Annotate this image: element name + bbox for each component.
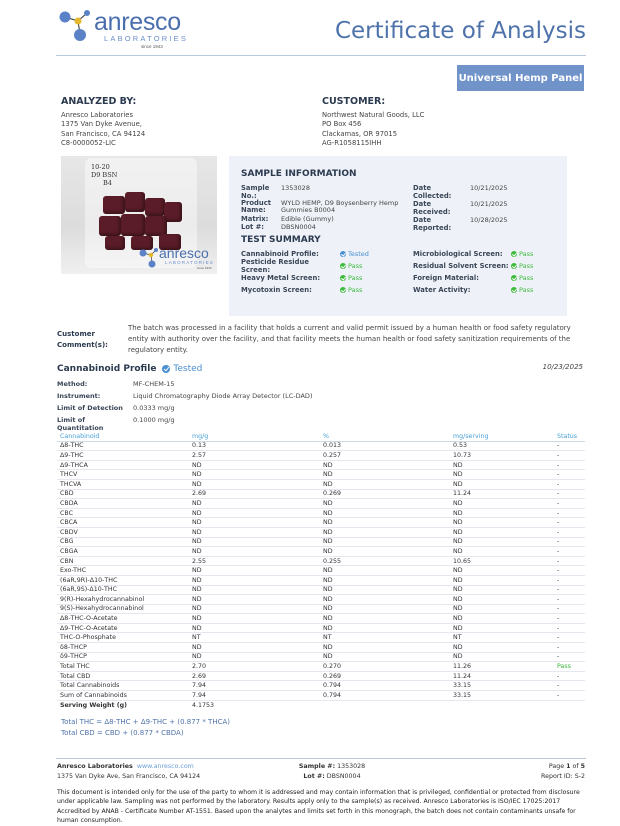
cannabinoid-name: Δ8-THC — [60, 442, 84, 450]
cannabinoid-name: THCV — [60, 471, 78, 479]
logo-since: since 1943 — [141, 44, 163, 49]
mg-per-g: ND — [192, 519, 202, 527]
mg-per-g: 2.55 — [192, 557, 207, 565]
sample-photo — [61, 156, 217, 274]
mg-per-serving: 11.26 — [453, 663, 472, 671]
logo-subtitle: LABORATORIES — [104, 34, 189, 43]
mg-per-g: ND — [192, 605, 202, 613]
mg-per-g: ND — [192, 615, 202, 623]
check-circle-icon — [511, 287, 517, 293]
status: - — [557, 547, 560, 555]
check-circle-icon — [340, 287, 346, 293]
test-row-pesticide: Pesticide Residue Screen: Pass — [241, 258, 363, 274]
profile-date: 10/23/2025 — [542, 363, 583, 371]
disclaimer-text: This document is intended only for the use of the party to whom it is addressed and may contain information that is privileged, confidential or protected from disclosure under applicable law. Sampling was not performed by the laboratory. Results apply only to the sample(s) as received. Anresco Laboratories is ISO/IEC 17025:2017 Accredited by ANAB - Certificate Number AT-1551. Based upon the analytes and limits set forth in this monograph, the batch does not contain contaminants unsafe for human consumption. — [57, 789, 580, 824]
section-title: Cannabinoid Profile — [57, 364, 157, 374]
cannabinoid-name: Δ8-THC-O-Acetate — [60, 615, 118, 623]
mg-per-serving: ND — [453, 480, 463, 488]
address-line: Clackamas, OR 97015 — [322, 129, 398, 138]
status: - — [557, 682, 560, 690]
table-row — [57, 576, 585, 586]
license-number: C8-0000052-LIC — [61, 138, 116, 147]
cannabinoid-name: (6aR,9R)-Δ10-THC — [60, 576, 118, 584]
status: - — [557, 538, 560, 546]
status: Pass — [557, 663, 571, 671]
gummy — [103, 196, 125, 214]
cannabinoid-name: CBD — [60, 490, 74, 498]
customer-section — [322, 96, 424, 148]
logo-wordmark: anresco — [94, 8, 181, 36]
table-row — [57, 691, 585, 701]
percent: NT — [323, 634, 332, 642]
mg-per-serving: 11.24 — [453, 490, 472, 498]
test-row-water-activity: Water Activity: Pass — [413, 286, 534, 294]
table-row — [57, 442, 585, 452]
mg-per-g: ND — [192, 624, 202, 632]
check-circle-icon — [162, 365, 170, 373]
cannabinoid-name: Δ9-THCA — [60, 461, 88, 469]
mg-per-serving: 0.53 — [453, 442, 468, 450]
mg-per-g: 2.57 — [192, 451, 207, 459]
col-status: Status — [557, 432, 578, 440]
cannabinoid-name: δ8-THCP — [60, 643, 87, 651]
test-row-mycotoxin: Mycotoxin Screen: Pass — [241, 286, 363, 294]
molecule-logo-icon — [58, 8, 98, 48]
percent: 0.269 — [323, 490, 342, 498]
mg-per-serving: NT — [453, 634, 462, 642]
mg-per-serving: ND — [453, 509, 463, 517]
mg-per-g: ND — [192, 480, 202, 488]
cannabinoid-name: CBN — [60, 557, 74, 565]
mg-per-g: ND — [192, 595, 202, 603]
status: - — [557, 576, 560, 584]
status: - — [557, 480, 560, 488]
sample-number: 1353028 — [281, 184, 310, 192]
mg-per-serving: ND — [453, 576, 463, 584]
table-row — [57, 461, 585, 471]
gummy — [145, 216, 167, 236]
check-circle-icon — [340, 263, 346, 269]
table-row — [57, 605, 585, 615]
mg-per-serving: ND — [453, 519, 463, 527]
mg-per-serving: ND — [453, 461, 463, 469]
page-title: Certificate of Analysis — [334, 18, 586, 44]
sample-info-left: Sample No.: 1353028 Product Name: WYLD HEMP, D9 Boysenberry Hemp Gummies B0004 Matrix: Edible (Gummy) Lot #: DBSN0004 — [241, 184, 399, 231]
table-row — [57, 624, 585, 634]
table-header — [57, 432, 585, 442]
gummy — [125, 192, 145, 212]
table-row — [57, 451, 585, 461]
check-circle-icon — [511, 263, 517, 269]
mg-per-g: 2.69 — [192, 672, 207, 680]
mg-per-g: 2.70 — [192, 663, 207, 671]
percent: 0.257 — [323, 451, 342, 459]
status: - — [557, 442, 560, 450]
mg-per-g: ND — [192, 653, 202, 661]
percent: ND — [323, 615, 333, 623]
percent: ND — [323, 653, 333, 661]
percent: ND — [323, 547, 333, 555]
footer-lot: Lot #: DBSN0004 — [303, 773, 361, 780]
table-row — [57, 490, 585, 500]
percent: ND — [323, 480, 333, 488]
status: - — [557, 691, 560, 699]
product-name: WYLD HEMP, D9 Boysenberry Hemp Gummies B0004 — [281, 199, 399, 215]
lod-row: Limit of Detection 0.0333 mg/g — [57, 404, 175, 412]
cannabinoid-name: Δ9-THC-O-Acetate — [60, 624, 118, 632]
gummy — [105, 236, 125, 250]
mg-per-g: NT — [192, 634, 201, 642]
status: - — [557, 557, 560, 565]
table-row — [57, 672, 585, 682]
test-summary-heading: TEST SUMMARY — [241, 235, 321, 245]
test-summary-right — [413, 248, 533, 296]
cannabinoid-name: Total THC — [60, 663, 90, 671]
table-row — [57, 470, 585, 480]
status: - — [557, 451, 560, 459]
cannabinoid-name: THC-O-Phosphate — [60, 634, 116, 642]
mg-per-serving: ND — [453, 499, 463, 507]
test-row-heavy-metal: Heavy Metal Screen: Pass — [241, 274, 363, 282]
loq-row: Limit of Quantitation 0.1000 mg/g — [57, 416, 175, 432]
mg-per-g: ND — [192, 499, 202, 507]
status: - — [557, 595, 560, 603]
test-row-microbiological: Microbiological Screen: Pass — [413, 250, 534, 258]
percent: ND — [323, 499, 333, 507]
col-percent: % — [323, 432, 329, 440]
analyzed-by-section — [61, 96, 145, 148]
cannabinoid-name: CBCA — [60, 519, 78, 527]
table-row — [57, 538, 585, 548]
table-row — [57, 595, 585, 605]
table-row — [57, 528, 585, 538]
website-link[interactable]: www.anresco.com — [136, 763, 194, 770]
mg-per-g: ND — [192, 461, 202, 469]
status: - — [557, 643, 560, 651]
check-circle-icon — [511, 275, 517, 281]
percent: 0.269 — [323, 672, 342, 680]
mg-per-g: 7.94 — [192, 691, 207, 699]
status: - — [557, 605, 560, 613]
mg-per-g: 7.94 — [192, 682, 207, 690]
cannabinoid-name: Total CBD — [60, 672, 91, 680]
date-received: 10/21/2025 — [470, 200, 508, 208]
address-line: PO Box 456 — [322, 120, 362, 129]
mg-per-g: 2.69 — [192, 490, 207, 498]
status: - — [557, 509, 560, 517]
check-circle-icon — [511, 251, 517, 257]
table-row — [57, 566, 585, 576]
percent: 0.255 — [323, 557, 342, 565]
mg-per-serving: ND — [453, 547, 463, 555]
table-row — [57, 518, 585, 528]
status: - — [557, 624, 560, 632]
header-divider — [56, 55, 586, 56]
serving-weight-row: Serving Weight (g) 4.1753 — [60, 701, 215, 709]
status: - — [557, 528, 560, 536]
mg-per-serving: ND — [453, 538, 463, 546]
anresco-logo — [58, 8, 188, 48]
table-row — [57, 662, 585, 672]
footer-company: Anresco Laboratories www.anresco.com — [57, 763, 194, 770]
table-row — [57, 547, 585, 557]
mg-per-serving: 33.15 — [453, 682, 472, 690]
mg-per-g: ND — [192, 643, 202, 651]
cannabinoid-name: Exo-THC — [60, 567, 87, 575]
mg-per-serving: ND — [453, 653, 463, 661]
mg-per-g: ND — [192, 528, 202, 536]
date-reported: 10/28/2025 — [470, 216, 508, 224]
total-thc-formula: Total THC = Δ8-THC + Δ9-THC + (0.877 * THCA) — [61, 718, 231, 726]
cannabinoid-name: Sum of Cannabinoids — [60, 691, 127, 699]
cannabinoid-name: CBDV — [60, 528, 78, 536]
page-indicator: Page 1 of 5 — [548, 763, 585, 770]
mg-per-serving: ND — [453, 595, 463, 603]
status: - — [557, 490, 560, 498]
status: - — [557, 615, 560, 623]
tested-badge: Tested — [162, 364, 202, 374]
cannabinoid-name: 9(S)-Hexahydrocannabinol — [60, 605, 144, 613]
customer-name: Northwest Natural Goods, LLC — [322, 111, 425, 119]
status: - — [557, 519, 560, 527]
gummy — [121, 214, 145, 236]
table-row — [57, 557, 585, 567]
test-row-residual-solvent: Residual Solvent Screen: Pass — [413, 262, 534, 270]
percent: ND — [323, 576, 333, 584]
total-cbd-formula: Total CBD = CBD + (0.877 * CBDA) — [61, 729, 184, 737]
mg-per-serving: 10.65 — [453, 557, 472, 565]
analyzed-by-address — [61, 111, 145, 148]
mg-per-serving: ND — [453, 605, 463, 613]
sample-info-right: Date Collected: 10/21/2025 Date Received: 10/21/2025 Date Reported: 10/28/2025 — [413, 184, 508, 232]
table-row — [57, 499, 585, 509]
cannabinoid-table — [57, 432, 585, 710]
col-mg-per-serving: mg/serving — [453, 432, 489, 440]
status: - — [557, 471, 560, 479]
table-row — [57, 614, 585, 624]
test-row-cannabinoid: Cannabinoid Profile: Tested — [241, 250, 369, 258]
percent: ND — [323, 624, 333, 632]
mg-per-g: ND — [192, 576, 202, 584]
lot-number: DBSN0004 — [281, 222, 316, 231]
status: - — [557, 672, 560, 680]
status: - — [557, 586, 560, 594]
check-circle-icon — [340, 275, 346, 281]
analyzed-by-heading: ANALYZED BY: — [61, 96, 137, 107]
percent: ND — [323, 461, 333, 469]
address-line: San Francisco, CA 94124 — [61, 129, 146, 138]
status: - — [557, 461, 560, 469]
percent: ND — [323, 509, 333, 517]
table-row — [57, 509, 585, 519]
sample-info-panel — [229, 156, 567, 316]
table-row — [57, 480, 585, 490]
mg-per-g: 0.13 — [192, 442, 207, 450]
mg-per-serving: 10.73 — [453, 451, 472, 459]
percent: ND — [323, 605, 333, 613]
molecule-logo-icon — [139, 247, 161, 269]
customer-comments-label: Customer Comment(s): — [57, 330, 108, 349]
percent: ND — [323, 643, 333, 651]
status: - — [557, 653, 560, 661]
mg-per-g: ND — [192, 567, 202, 575]
cannabinoid-name: (6aR,9S)-Δ10-THC — [60, 586, 118, 594]
cannabinoid-name: δ9-THCP — [60, 653, 87, 661]
cannabinoid-name: THCVA — [60, 480, 82, 488]
mg-per-serving: ND — [453, 471, 463, 479]
cannabinoid-name: 9(R)-Hexahydrocannabinol — [60, 595, 145, 603]
cannabinoid-name: CBC — [60, 509, 74, 517]
table-row — [57, 643, 585, 653]
gummy — [145, 198, 165, 216]
mg-per-g: ND — [192, 547, 202, 555]
col-mg-per-g: mg/g — [192, 432, 209, 440]
mg-per-serving: ND — [453, 615, 463, 623]
gummy — [99, 216, 121, 236]
address-line: 1375 Van Dyke Avenue, — [61, 120, 142, 129]
cannabinoid-name: Total Cannabinoids — [60, 682, 120, 690]
percent: ND — [323, 471, 333, 479]
percent: 0.794 — [323, 691, 342, 699]
percent: ND — [323, 528, 333, 536]
cannabinoid-profile-heading — [57, 364, 202, 374]
table-row — [57, 586, 585, 596]
customer-license: AG-R1058115IHH — [322, 138, 382, 147]
customer-heading: CUSTOMER: — [322, 96, 386, 107]
date-collected: 10/21/2025 — [470, 184, 508, 192]
percent: ND — [323, 567, 333, 575]
percent: ND — [323, 538, 333, 546]
status: - — [557, 499, 560, 507]
table-row — [57, 681, 585, 691]
cannabinoid-name: CBDA — [60, 499, 78, 507]
cannabinoid-name: Δ9-THC — [60, 451, 84, 459]
method-row: Method: MF-CHEM-15 — [57, 380, 175, 388]
test-summary-left — [241, 248, 369, 296]
col-cannabinoid: Cannabinoid — [60, 432, 100, 440]
mg-per-serving: ND — [453, 586, 463, 594]
instrument-row: Instrument: Liquid Chromatography Diode Array Detector (LC-DAD) — [57, 392, 313, 400]
percent: ND — [323, 595, 333, 603]
address-line: Anresco Laboratories — [61, 111, 133, 119]
report-id: Report ID: S-2 — [541, 773, 585, 780]
footer-address: 1375 Van Dyke Ave, San Francisco, CA 94124 — [57, 773, 201, 780]
panel-badge: Universal Hemp Panel — [457, 65, 584, 91]
mg-per-serving: ND — [453, 528, 463, 536]
mg-per-g: ND — [192, 471, 202, 479]
status: - — [557, 634, 560, 642]
cannabinoid-name: CBGA — [60, 547, 78, 555]
percent: 0.794 — [323, 682, 342, 690]
mg-per-serving: 11.24 — [453, 672, 472, 680]
percent: ND — [323, 519, 333, 527]
table-row — [57, 653, 585, 663]
mg-per-g: ND — [192, 509, 202, 517]
check-circle-icon — [340, 251, 346, 257]
cannabinoid-name: CBG — [60, 538, 74, 546]
mg-per-serving: ND — [453, 643, 463, 651]
customer-comments-text: The batch was processed in a facility that holds a current and valid permit issued by a human health or food safety regulatory entity with authority over the facility, and that facility meets the human health or food safety sanitization requirements of the regulatory entity. — [128, 324, 571, 354]
sample-information-heading: SAMPLE INFORMATION — [241, 169, 357, 179]
footer-sample: Sample #: 1353028 — [298, 763, 366, 770]
photo-watermark-logo: anresco LABORATORIES since 1943 — [139, 247, 215, 271]
bag-label-handwriting: 10-20 D9 BSN B4 — [91, 163, 118, 187]
mg-per-serving: 33.15 — [453, 691, 472, 699]
status: - — [557, 567, 560, 575]
matrix: Edible (Gummy) — [281, 214, 334, 223]
footer-divider — [56, 758, 586, 759]
customer-address — [322, 111, 424, 148]
percent: ND — [323, 586, 333, 594]
mg-per-g: ND — [192, 538, 202, 546]
mg-per-g: ND — [192, 586, 202, 594]
percent: 0.013 — [323, 442, 342, 450]
test-row-foreign-material: Foreign Material: Pass — [413, 274, 534, 282]
table-row — [57, 633, 585, 643]
mg-per-serving: ND — [453, 567, 463, 575]
mg-per-serving: ND — [453, 624, 463, 632]
percent: 0.270 — [323, 663, 342, 671]
